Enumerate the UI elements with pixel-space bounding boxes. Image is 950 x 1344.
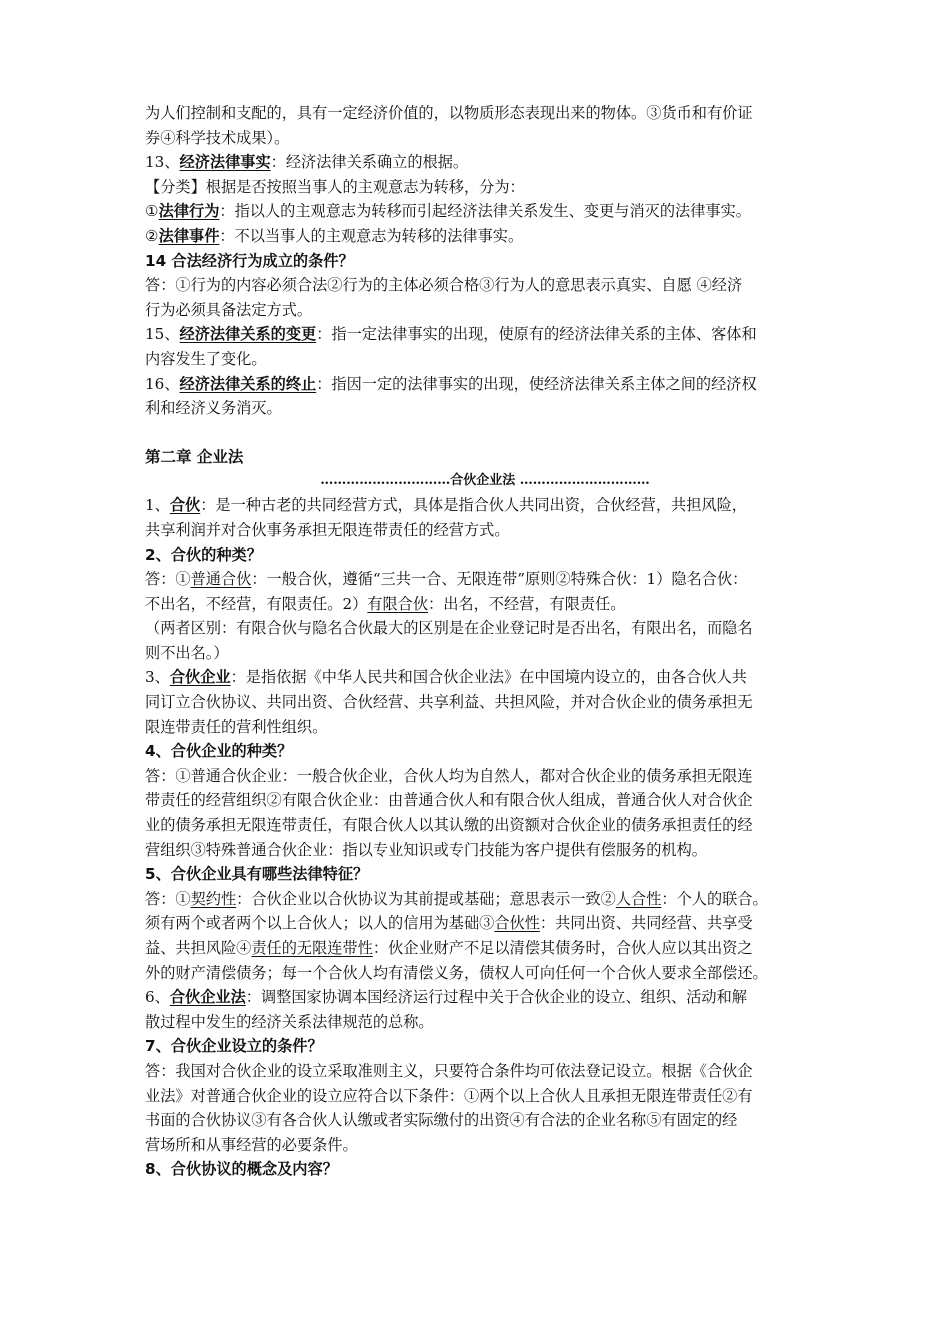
text-line: [145, 493, 825, 518]
question-heading: 5、合伙企业具有哪些法律特征？: [145, 865, 369, 884]
text-line: [145, 1108, 825, 1133]
text-segment: 16、: [145, 374, 180, 393]
text-segment: 答：①: [145, 889, 191, 908]
text-segment: 带责任的经营组织②有限合伙企业：由普通合伙人和有限合伙人组成，普通合伙人对合伙企: [145, 791, 753, 810]
text-segment: 益、共担风险④: [145, 939, 252, 957]
text-segment: 须有两个或者两个以上合伙人；以人的信用为基础③: [145, 914, 495, 933]
term-heading: 法律行为: [158, 202, 220, 221]
text-segment: 散过程中发生的经济关系法律规范的总称。: [145, 1012, 434, 1031]
text-line: [145, 1059, 825, 1084]
question-heading: 4、合伙企业的种类？: [145, 742, 293, 761]
underlined-term: 有限合伙: [367, 594, 429, 613]
text-line: [145, 126, 825, 151]
text-line: [145, 372, 825, 397]
text-line: [145, 1034, 825, 1059]
text-line: [145, 887, 825, 912]
text-segment: 外的财产清偿债务；每一个合伙人均有清偿义务，债权人可向任何一个合伙人要求全部偿还。: [145, 963, 768, 982]
text-segment: 同订立合伙协议、共同出资、合伙经营、共享利益、共担风险，并对合伙企业的债务承担无: [145, 693, 753, 712]
text-line: [145, 592, 825, 617]
text-segment: ：指以人的主观意志为转移而引起经济法律关系发生、变更与消灭的法律事实。: [219, 202, 751, 221]
question-heading: 2、合伙的种类？: [145, 545, 262, 564]
text-segment: 行为必须具备法定方式。: [145, 300, 313, 319]
text-segment: 【分类】根据是否按照当事人的主观意志为转移，分为：: [145, 177, 525, 196]
text-segment: 共享利润并对合伙事务承担无限连带责任的经营方式。: [145, 520, 510, 539]
text-line: [145, 1133, 825, 1158]
text-line: [145, 788, 825, 813]
text-line: [145, 764, 825, 789]
text-line: [145, 1157, 825, 1182]
text-line: [145, 224, 825, 249]
text-segment: ：经济法律关系确立的根据。: [270, 153, 469, 172]
text-segment: ②: [145, 226, 159, 245]
text-line: [145, 862, 825, 887]
text-segment: 答：①普通合伙企业：一般合伙企业，合伙人均为自然人，都对合伙企业的债务承担无限连: [145, 766, 753, 785]
term-heading: 经济法律关系的变更: [179, 325, 317, 344]
text-segment: ：出名，不经营，有限责任。: [428, 594, 626, 613]
text-segment: ：不以当事人的主观意志为转移的法律事实。: [219, 226, 524, 245]
text-line: [145, 396, 825, 421]
section-divider: [145, 469, 825, 493]
text-segment: ：共同出资、共同经营、共享受: [539, 914, 753, 933]
text-line: [145, 347, 825, 372]
term-heading: 合伙企业法: [169, 988, 246, 1007]
text-line: [145, 249, 825, 274]
text-line: [145, 1084, 825, 1109]
text-line: [145, 690, 825, 715]
underlined-term: 合伙性: [494, 914, 540, 933]
question-heading: 7、合伙企业设立的条件？: [145, 1037, 323, 1056]
term-heading: 经济法律关系的终止: [179, 374, 317, 393]
text-line: [145, 1010, 825, 1035]
text-line: [145, 298, 825, 323]
text-line: [145, 199, 825, 224]
text-segment: 答：①: [145, 570, 191, 589]
text-segment: 限连带责任的营利性组织。: [145, 717, 328, 736]
text-segment: ：是指依据《中华人民共和国合伙企业法》在中国境内设立的，由各合伙人共: [230, 668, 747, 687]
text-segment: 则不出名。）: [145, 643, 229, 662]
question-heading: 8、合伙协议的概念及内容？: [145, 1160, 338, 1179]
underlined-term: 责任的无限连带性: [251, 939, 373, 957]
text-segment: 利和经济义务消灭。: [145, 399, 282, 418]
text-segment: 15、: [145, 325, 180, 344]
text-line: [145, 322, 825, 347]
text-line: [145, 445, 825, 470]
text-segment: 内容发生了变化。: [145, 349, 267, 368]
text-line: [145, 616, 825, 641]
text-line: [145, 911, 825, 936]
blank-line: [145, 421, 825, 445]
text-segment: ：一般合伙，遵循“三共一合、无限连带”原则②特殊合伙：1）隐名合伙：: [251, 570, 748, 589]
underlined-term: 普通合伙: [190, 570, 252, 589]
document-page: [145, 101, 825, 1182]
text-segment: 业法》对普通合伙企业的设立应符合以下条件：①两个以上合伙人且承担无限连带责任②有: [145, 1086, 753, 1105]
text-segment: …………………………合伙企业法 …………………………: [320, 473, 650, 489]
text-segment: ：指一定法律事实的出现，使原有的经济法律关系的主体、客体和: [316, 325, 757, 344]
underlined-term: 契约性: [190, 889, 237, 908]
text-segment: 答：①行为的内容必须合法②行为的主体必须合格③行为人的意思表示真实、自愿 ④经济: [145, 276, 743, 295]
text-line: [145, 543, 825, 568]
underlined-term: 人合性: [615, 889, 662, 908]
term-heading: 经济法律事实: [179, 153, 271, 172]
text-segment: 券④科学技术成果）。: [145, 128, 290, 147]
question-heading: 14 合法经济行为成立的条件？: [145, 251, 354, 270]
text-segment: ：是一种古老的共同经营方式，具体是指合伙人共同出资，合伙经营，共担风险，: [200, 496, 747, 515]
text-line: [145, 273, 825, 298]
text-line: [145, 715, 825, 740]
text-line: [145, 813, 825, 838]
text-segment: ：指因一定的法律事实的出现，使经济法律关系主体之间的经济权: [316, 374, 757, 393]
text-segment: 业的债务承担无限连带责任，有限合伙人以其认缴的出资额对合伙企业的债务承担责任的经: [145, 816, 753, 835]
text-segment: （两者区别：有限合伙与隐名合伙最大的区别是在企业登记时是否出名，有限出名，而隐名: [145, 619, 753, 638]
chapter-title: 第二章 企业法: [145, 447, 244, 466]
text-segment: 答：我国对合伙企业的设立采取准则主义，只要符合条件均可依法登记设立。根据《合伙企: [145, 1061, 753, 1080]
text-line: [145, 567, 825, 592]
text-line: [145, 838, 825, 863]
text-segment: 1、: [145, 496, 170, 515]
text-line: [145, 985, 825, 1010]
text-line: [145, 739, 825, 764]
term-heading: 合伙企业: [169, 668, 231, 687]
text-line: [145, 961, 825, 986]
text-segment: ：合伙企业以合伙协议为其前提或基础；意思表示一致②: [236, 889, 616, 908]
text-segment: 营场所和从事经营的必要条件。: [145, 1135, 358, 1154]
text-segment: 13、: [145, 153, 180, 172]
text-segment: 6、: [145, 988, 170, 1007]
text-line: [145, 936, 825, 961]
text-segment: ①: [145, 202, 159, 221]
text-line: [145, 101, 825, 126]
text-segment: ：个人的联合。: [661, 889, 768, 908]
text-line: [145, 641, 825, 666]
text-segment: 不出名，不经营，有限责任。2）: [145, 594, 368, 613]
text-segment: ：伙企业财产不足以清偿其债务时，合伙人应以其出资之: [372, 939, 753, 957]
term-heading: 法律事件: [158, 226, 220, 245]
text-segment: 书面的合伙协议③有各合伙人认缴或者实际缴付的出资④有合法的企业名称⑤有固定的经: [145, 1111, 738, 1130]
text-segment: ：调整国家协调本国经济运行过程中关于合伙企业的设立、组织、活动和解: [245, 988, 747, 1007]
text-line: [145, 518, 825, 543]
text-line: [145, 150, 825, 175]
text-segment: 为人们控制和支配的，具有一定经济价值的，以物质形态表现出来的物体。③货币和有价证: [145, 104, 753, 122]
text-segment: 3、: [145, 668, 170, 687]
text-line: [145, 665, 825, 690]
text-segment: 营组织③特殊普通合伙企业：指以专业知识或专门技能为客户提供有偿服务的机构。: [145, 840, 707, 859]
term-heading: 合伙: [169, 496, 201, 515]
text-line: [145, 175, 825, 200]
